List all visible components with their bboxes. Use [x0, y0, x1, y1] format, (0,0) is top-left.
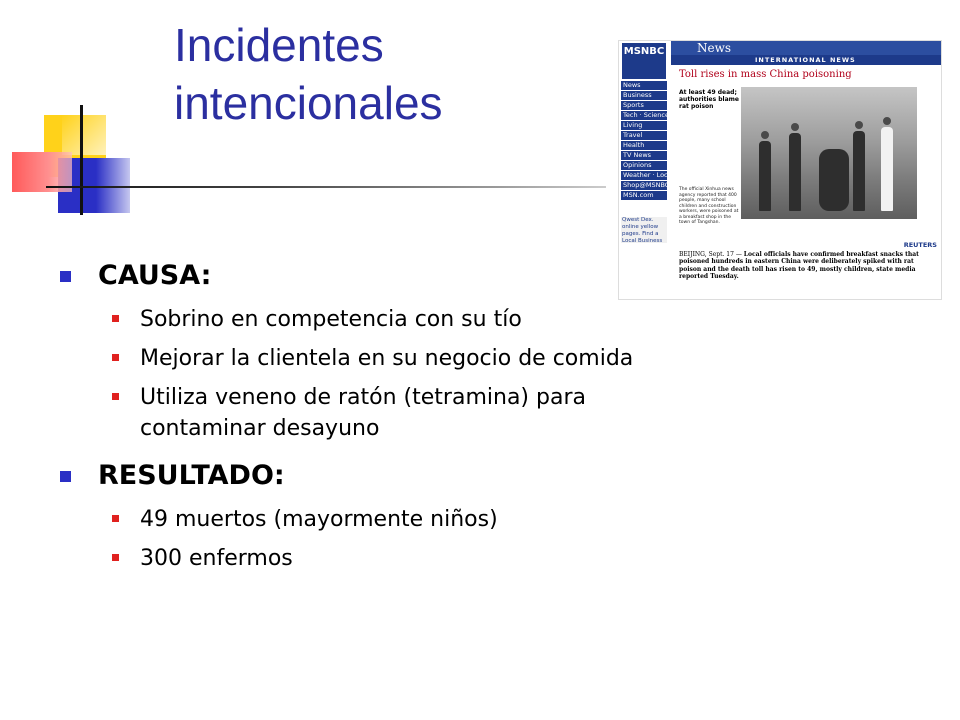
photo-figure — [819, 149, 849, 211]
photo-figure — [853, 131, 865, 211]
nav-item: Living — [621, 121, 667, 130]
news-body-text: Local officials have confirmed breakfast snacks that poisoned hundreds in eastern China were deliberately spiked with rat poison and the death toll has risen to 49, mostly children, state media reported Tuesday. — [679, 251, 919, 281]
decor-vertical-line — [80, 105, 83, 215]
decor-horizontal-line — [46, 186, 606, 188]
nav-item: News — [621, 81, 667, 90]
bullet-item — [60, 382, 700, 444]
msnbc-logo: MSNBC — [622, 43, 666, 79]
news-nav-list — [621, 81, 674, 201]
level1-bullet — [60, 471, 71, 482]
news-headline: Toll rises in mass China poisoning — [679, 69, 852, 80]
photo-caption: The official Xinhua news agency reported that 400 people, many school children and construction workers, were poisoned at a breakfast shop in the town of Tangshan. — [679, 187, 739, 225]
section-heading-text: RESULTADO: — [98, 460, 285, 491]
news-dateline: BEIJING, Sept. 17 — — [679, 251, 742, 258]
news-sidebar — [619, 41, 674, 299]
section-heading-text: CAUSA: — [98, 260, 212, 291]
photo-figure-head — [761, 131, 769, 139]
level2-bullet — [112, 393, 119, 400]
nav-item: Health — [621, 141, 667, 150]
nav-item: Business — [621, 91, 667, 100]
slide-title: Incidentes intencionales — [174, 19, 443, 129]
nav-item: MSN.com — [621, 191, 667, 200]
level2-bullet — [112, 315, 119, 322]
bullet-text: Sobrino en competencia con su tío — [140, 307, 522, 332]
nav-item: Weather · Local — [623, 171, 674, 179]
photo-figure-head — [791, 123, 799, 131]
bullet-item — [60, 304, 780, 335]
nav-item: Travel — [621, 131, 667, 140]
news-article-screenshot — [618, 40, 942, 300]
photo-figure — [881, 127, 893, 211]
bullet-list — [60, 256, 780, 574]
nav-item: TV News — [621, 151, 667, 160]
section-heading-resultado — [60, 456, 780, 496]
level1-bullet — [60, 271, 71, 282]
nav-item: Tech · Science — [623, 111, 669, 119]
nav-item: Sports — [621, 101, 667, 110]
news-section-title: News — [671, 41, 941, 55]
photo-figure-head — [883, 117, 891, 125]
nav-item: Opinions — [621, 161, 667, 170]
bullet-text: Mejorar la clientela en su negocio de comida — [140, 346, 634, 371]
level2-bullet — [112, 554, 119, 561]
reuters-credit: REUTERS — [903, 241, 937, 249]
bullet-text: 300 enfermos — [140, 546, 293, 571]
news-photo — [741, 87, 917, 219]
news-body — [679, 251, 937, 281]
photo-figure — [789, 133, 801, 211]
ad-banner: Qwest Dex. online yellow pages. Find a Local Business — [621, 217, 667, 243]
bullet-item — [60, 343, 780, 374]
decor-white-overlay — [62, 115, 106, 155]
international-news-banner: INTERNATIONAL NEWS — [671, 55, 941, 65]
bullet-text: Utiliza veneno de ratón (tetramina) para contaminar desayuno — [140, 385, 586, 441]
level2-bullet — [112, 354, 119, 361]
level2-bullet — [112, 515, 119, 522]
bullet-item — [60, 543, 780, 574]
bullet-item — [60, 504, 780, 535]
photo-figure-head — [855, 121, 863, 129]
photo-figure — [759, 141, 771, 211]
news-subheadline: At least 49 dead; authorities blame rat poison — [679, 89, 739, 110]
nav-item: Shop@MSNBC — [623, 181, 670, 189]
bullet-text: 49 muertos (mayormente niños) — [140, 507, 498, 532]
